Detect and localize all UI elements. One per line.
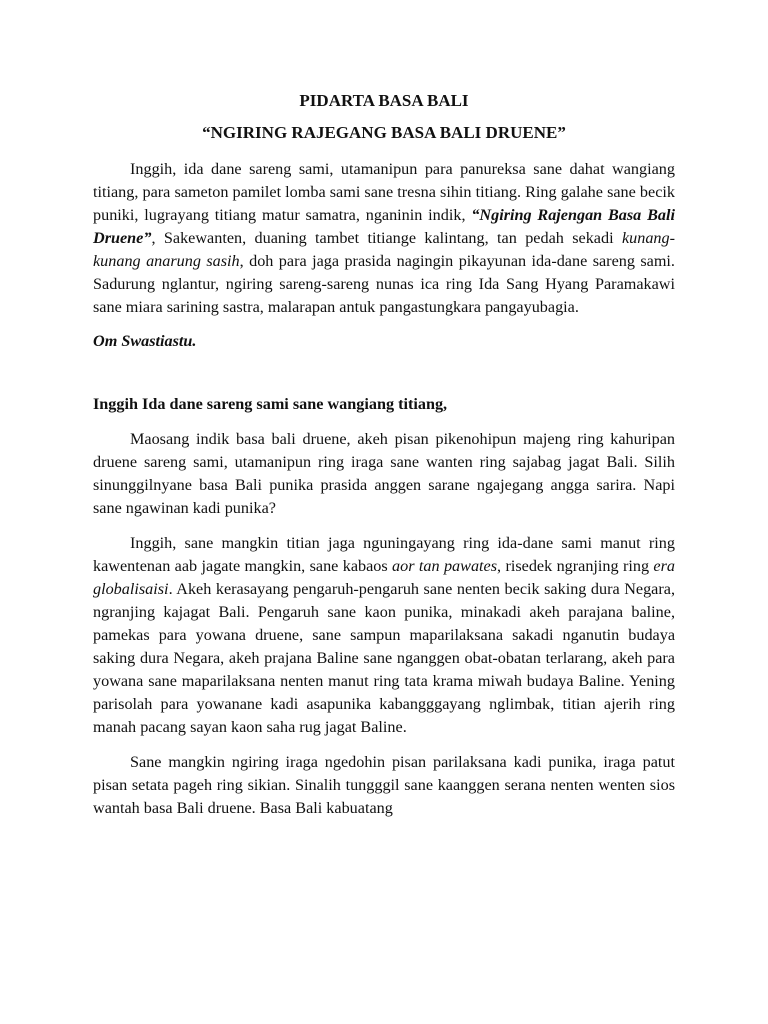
paragraph-4: Sane mangkin ngiring iraga ngedohin pisan parilaksana kadi punika, iraga patut pisan setata pageh ring sikian. Sinalih tungggil sane kaanggen serana nenten wenten sios wantah basa Bali druene. Basa Bali kabuatang	[93, 753, 675, 817]
paragraph-2: Maosang indik basa bali druene, akeh pisan pikenohipun majeng ring kahuripan druene sareng sami, utamanipun ring iraga sane wanten ring sajabag jagat Bali. Silih sinunggilnyane basa Bali punika prasida anggen sarane ngajegang angga sarira. Napi sane ngawinan kadi punika?	[93, 430, 675, 517]
document-title: PIDARTA BASA BALI	[299, 91, 469, 110]
document-page	[93, 90, 675, 820]
paragraph-3	[93, 532, 675, 739]
document-subtitle: “NGIRING RAJEGANG BASA BALI DRUENE”	[202, 123, 566, 142]
paragraph-opening-text-1: Inggih, ida dane sareng sami, utamanipun para panureksa sane dahat wangiang titiang, para sameton pamilet lomba sami sane tresna sihin titiang. Ring galahe sane becik puniki, lugrayang titiang matur samatra, nganinin indik,	[93, 160, 675, 224]
paragraph-3-text-1: Inggih, sane mangkin titian jaga nguningayang ring ida-dane sami manut ring kawentenan aab jagate mangkin, sane kabaos	[93, 534, 675, 575]
speech-topic-italic: “Ngiring Rajengan Basa Bali Druene”	[93, 206, 675, 247]
salutation: Inggih Ida dane sareng sami sane wangiang titiang,	[93, 395, 448, 413]
paragraph-3-text-2: , risedek ngranjing ring	[497, 557, 654, 575]
term-italic-1: aor tan pawates	[392, 557, 498, 575]
paragraph-opening	[93, 158, 675, 319]
paragraph-opening-text-3: , doh para jaga prasida nagingin pikayunan ida-dane sareng sami. Sadurung nglantur, ngiring sareng-sareng nunas ica ring Ida Sang Hyang Paramakawi sane miara sarining sastra, malarapan antuk pangastungkara pangayubagia.	[93, 252, 675, 316]
paragraph-opening-text-2: , Sakewanten, duaning tambet titiange kalintang, tan pedah sekadi	[151, 229, 622, 247]
paragraph-3-text-3: . Akeh kerasayang pengaruh-pengaruh sane nenten becik saking dura Negara, ngranjing kajagat Bali. Pengaruh sane kaon punika, minakadi akeh parajana baline, pamekas para yowana druene, sane sampun maparilaksana sakadi nganutin budaya saking dura Negara, akeh prajana Baline sane nganggen obat-obatan terlarang, akeh para yowana sane maparilaksana nenten manut ring tata krama miwah budaya Baline. Yening parisolah para yowanane kadi asapunika kabangggayang nglimbak, titian ajerih ring manah pacang sayan kaon saha rug jagat Baline.	[93, 580, 675, 736]
term-italic-2: era globalisaisi	[93, 557, 675, 598]
idiom-italic: kunang-kunang anarung sasih	[93, 229, 675, 270]
greeting: Om Swastiastu.	[93, 332, 197, 350]
